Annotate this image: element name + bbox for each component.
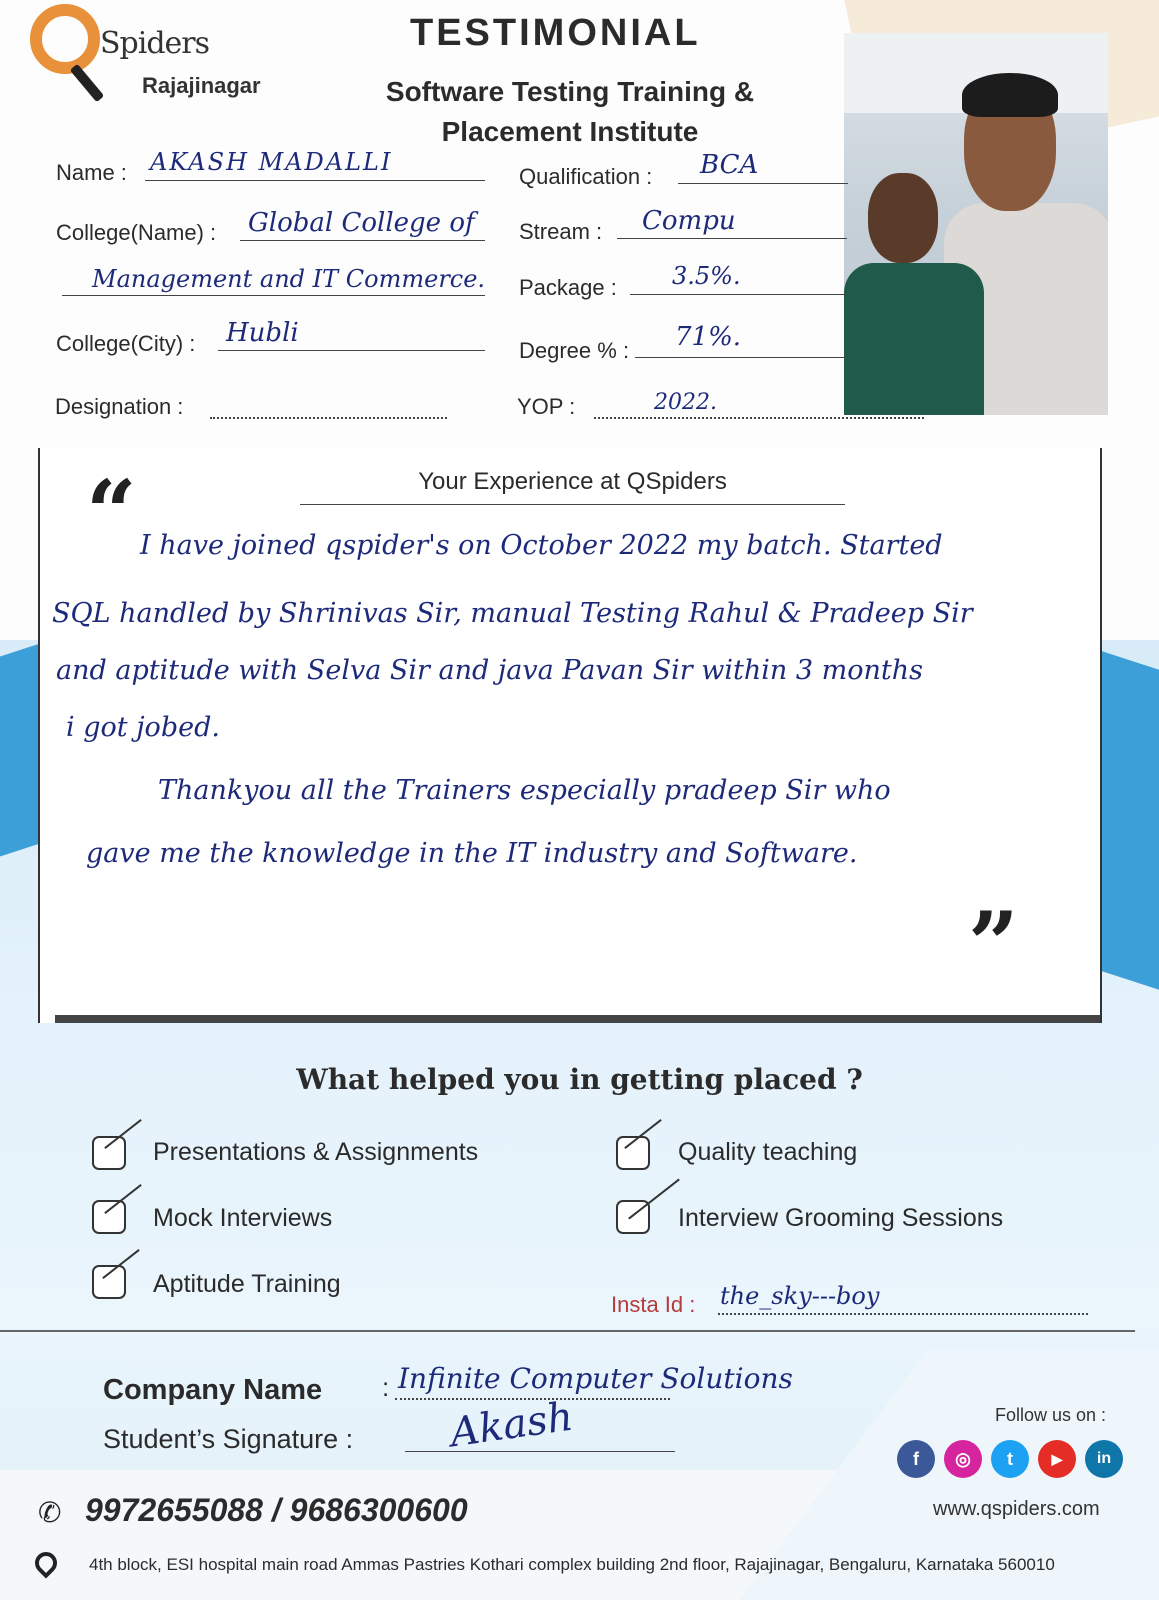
college-city-value: Hubli — [226, 318, 299, 348]
follow-us-label: Follow us on : — [995, 1405, 1107, 1425]
company-label: Company Name — [103, 1374, 323, 1406]
designation-dots — [210, 417, 447, 419]
option-grooming-sessions-label: Interview Grooming Sessions — [678, 1204, 1004, 1232]
stream-value: Compu — [642, 206, 736, 236]
yop-label: YOP : — [517, 394, 576, 419]
phone-numbers: 9972655088 / 9686300600 — [85, 1492, 468, 1528]
checkbox-aptitude-training[interactable] — [92, 1265, 126, 1299]
checkbox-presentations[interactable] — [92, 1136, 126, 1170]
experience-line-5: Thankyou all the Trainers especially pradeep Sir who — [158, 775, 891, 806]
degree-label: Degree % : — [519, 338, 630, 363]
degree-line — [635, 357, 847, 358]
qspiders-logo-icon — [30, 4, 100, 74]
qualification-label: Qualification : — [519, 164, 653, 189]
college-city-line — [218, 350, 485, 351]
name-line — [145, 180, 485, 181]
photo-person-left-head — [868, 173, 938, 263]
insta-label: Insta Id : — [611, 1292, 696, 1317]
experience-box-shadow — [55, 1015, 1100, 1023]
option-mock-interviews-label: Mock Interviews — [153, 1204, 333, 1232]
experience-line-2: SQL handled by Shrinivas Sir, manual Testing Rahul & Pradeep Sir — [52, 598, 973, 629]
college-name-line-2 — [62, 295, 485, 296]
package-line — [630, 294, 847, 295]
twitter-icon[interactable]: t — [991, 1440, 1029, 1478]
designation-label: Designation : — [55, 394, 184, 419]
stream-line — [617, 238, 847, 239]
yop-dots — [594, 417, 924, 419]
signature-line — [405, 1451, 675, 1452]
qualification-value: BCA — [700, 150, 759, 180]
logo-tail-icon — [70, 64, 105, 103]
help-heading: What helped you in getting placed ? — [296, 1063, 863, 1096]
logo-text: Spiders — [100, 26, 210, 61]
college-name-line-1 — [240, 240, 485, 241]
experience-heading: Your Experience at QSpiders — [300, 468, 845, 505]
youtube-icon[interactable]: ▶ — [1038, 1440, 1076, 1478]
open-quote-icon: “ — [86, 460, 137, 564]
instagram-icon[interactable]: ◎ — [944, 1440, 982, 1478]
section-divider — [0, 1330, 1135, 1332]
qualification-line — [678, 183, 848, 184]
phone-icon: ✆ — [38, 1497, 62, 1528]
student-signature: Akash — [447, 1393, 576, 1457]
experience-line-6: gave me the knowledge in the IT industry and Software. — [86, 838, 858, 869]
photo-person-left-body — [844, 263, 984, 415]
package-label: Package : — [519, 275, 617, 300]
address: 4th block, ESI hospital main road Ammas Pastries Kothari complex building 2nd floor, Rajajinagar, Bengaluru, Karnataka 560010 — [89, 1555, 1055, 1574]
insta-value: the_sky---boy — [720, 1282, 880, 1310]
package-value: 3.5%. — [672, 262, 741, 290]
facebook-icon[interactable]: f — [897, 1440, 935, 1478]
checkbox-mock-interviews[interactable] — [92, 1200, 126, 1234]
photo-person-right-hair — [962, 73, 1058, 117]
college-name-label: College(Name) : — [56, 220, 217, 245]
college-name-value-2: Management and IT Commerce. — [92, 265, 486, 293]
name-value: AKASH MADALLI — [150, 148, 393, 176]
experience-line-3: and aptitude with Selva Sir and java Pavan Sir within 3 months — [56, 655, 923, 686]
option-quality-teaching-label: Quality teaching — [678, 1138, 858, 1166]
option-aptitude-training-label: Aptitude Training — [153, 1270, 341, 1298]
linkedin-icon[interactable]: in — [1085, 1440, 1123, 1478]
college-name-value-1: Global College of — [248, 208, 475, 238]
experience-line-1: I have joined qspider's on October 2022 my batch. Started — [140, 530, 943, 561]
degree-value: 71%. — [675, 322, 742, 352]
college-city-label: College(City) : — [56, 331, 196, 356]
website-link[interactable]: www.qspiders.com — [933, 1498, 1100, 1520]
signature-label: Student’s Signature : — [103, 1424, 354, 1454]
yop-value: 2022. — [654, 390, 717, 415]
page-title: TESTIMONIAL — [410, 12, 701, 54]
name-label: Name : — [56, 160, 127, 185]
close-quote-icon: ” — [968, 892, 1019, 996]
option-presentations-label: Presentations & Assignments — [153, 1138, 479, 1166]
student-photo — [844, 33, 1108, 415]
page-subtitle: Software Testing Training & Placement Institute — [385, 76, 755, 147]
branch-name: Rajajinagar — [142, 73, 261, 98]
stream-label: Stream : — [519, 219, 603, 244]
experience-line-4: i got jobed. — [66, 712, 220, 743]
company-colon: : — [382, 1372, 390, 1402]
company-value: Infinite Computer Solutions — [398, 1362, 793, 1395]
insta-dots — [718, 1313, 1088, 1315]
